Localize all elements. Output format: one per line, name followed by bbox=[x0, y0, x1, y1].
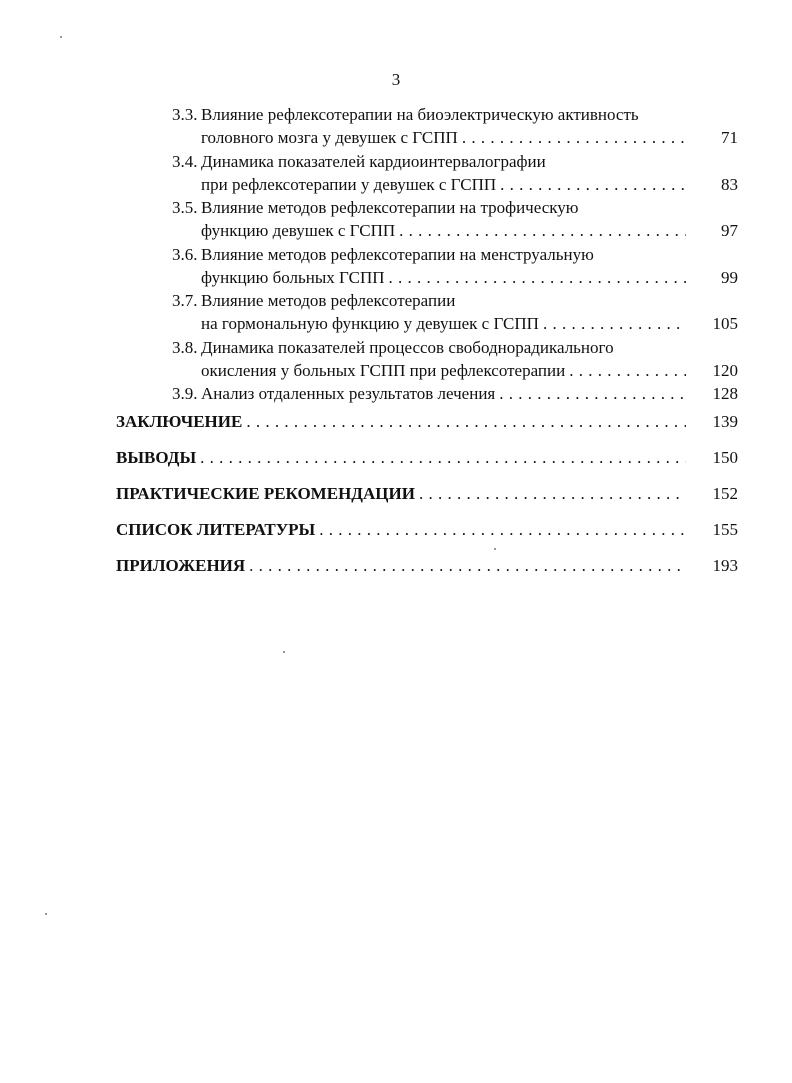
table-of-contents bbox=[0, 103, 792, 578]
section-title-line2: головного мозга у девушек с ГСПП bbox=[201, 128, 458, 147]
toc-entry-3-9 bbox=[172, 382, 738, 405]
section-title-line2: окисления у больных ГСПП при рефлексотерапии bbox=[201, 360, 566, 380]
page-ref: 193 bbox=[712, 556, 738, 575]
section-title-line1: Влияние методов рефлексотерапии на менструальную bbox=[201, 244, 594, 264]
chapter-title: ПРИЛОЖЕНИЯ bbox=[116, 556, 246, 575]
section-number: 3.6. bbox=[172, 244, 198, 264]
page-ref: 105 bbox=[712, 314, 738, 333]
chapter-title: СПИСОК ЛИТЕРАТУРЫ bbox=[116, 520, 316, 539]
page-ref: 155 bbox=[712, 520, 738, 539]
toc-chapter-appendices bbox=[116, 554, 738, 578]
toc-chapter-conclusion bbox=[116, 410, 738, 434]
page-ref: 150 bbox=[712, 448, 738, 467]
section-title: Анализ отдаленных результатов лечения bbox=[201, 384, 496, 403]
section-title-line2: функцию больных ГСПП bbox=[201, 267, 385, 287]
toc-entry-3-4 bbox=[172, 150, 738, 196]
chapter-title: ЗАКЛЮЧЕНИЕ bbox=[116, 412, 243, 431]
page-ref: 128 bbox=[712, 384, 738, 403]
toc-chapter-bibliography bbox=[116, 518, 738, 542]
page-ref: 139 bbox=[712, 412, 738, 431]
section-title-line2: на гормональную функцию у девушек с ГСПП bbox=[201, 314, 539, 333]
page-ref: 97 bbox=[721, 221, 738, 240]
section-number: 3.4. bbox=[172, 151, 198, 171]
toc-entry-3-6 bbox=[172, 243, 738, 289]
chapter-title: ПРАКТИЧЕСКИЕ РЕКОМЕНДАЦИИ bbox=[116, 484, 415, 503]
scan-speck bbox=[494, 548, 496, 550]
chapter-title: ВЫВОДЫ bbox=[116, 448, 197, 467]
section-number: 3.7. bbox=[172, 291, 198, 310]
page-ref: 152 bbox=[712, 484, 738, 503]
section-title-line2: функцию девушек с ГСПП bbox=[201, 221, 396, 240]
section-number: 3.8. bbox=[172, 337, 198, 357]
section-title-line2: при рефлексотерапии у девушек с ГСПП bbox=[201, 174, 497, 194]
section-number: 3.9. bbox=[172, 384, 198, 403]
scan-speck bbox=[45, 913, 47, 915]
scan-speck bbox=[283, 651, 285, 653]
toc-entry-3-7 bbox=[172, 289, 738, 335]
section-title-line1: Динамика показателей процессов свободнорадикального bbox=[201, 337, 614, 357]
page-ref: 71 bbox=[721, 128, 738, 147]
section-title-line1: Влияние рефлексотерапии на биоэлектрическую активность bbox=[201, 105, 639, 124]
section-number: 3.3. bbox=[172, 105, 198, 124]
toc-chapter-recommendations bbox=[116, 482, 738, 506]
page-number: 3 bbox=[391, 70, 401, 89]
page-ref: 99 bbox=[721, 267, 738, 287]
toc-entry-3-5 bbox=[172, 196, 738, 242]
page-ref: 83 bbox=[721, 174, 738, 194]
toc-entry-3-3 bbox=[172, 103, 738, 149]
section-title-line1: Динамика показателей кардиоинтервалографии bbox=[201, 151, 546, 171]
section-title-line1: Влияние методов рефлексотерапии на трофическую bbox=[201, 198, 579, 217]
page-ref: 120 bbox=[712, 360, 738, 380]
toc-entry-3-8 bbox=[172, 336, 738, 382]
toc-chapter-findings bbox=[116, 446, 738, 470]
section-number: 3.5. bbox=[172, 198, 198, 217]
scan-speck bbox=[60, 36, 62, 38]
section-title-line1: Влияние методов рефлексотерапии bbox=[201, 291, 456, 310]
